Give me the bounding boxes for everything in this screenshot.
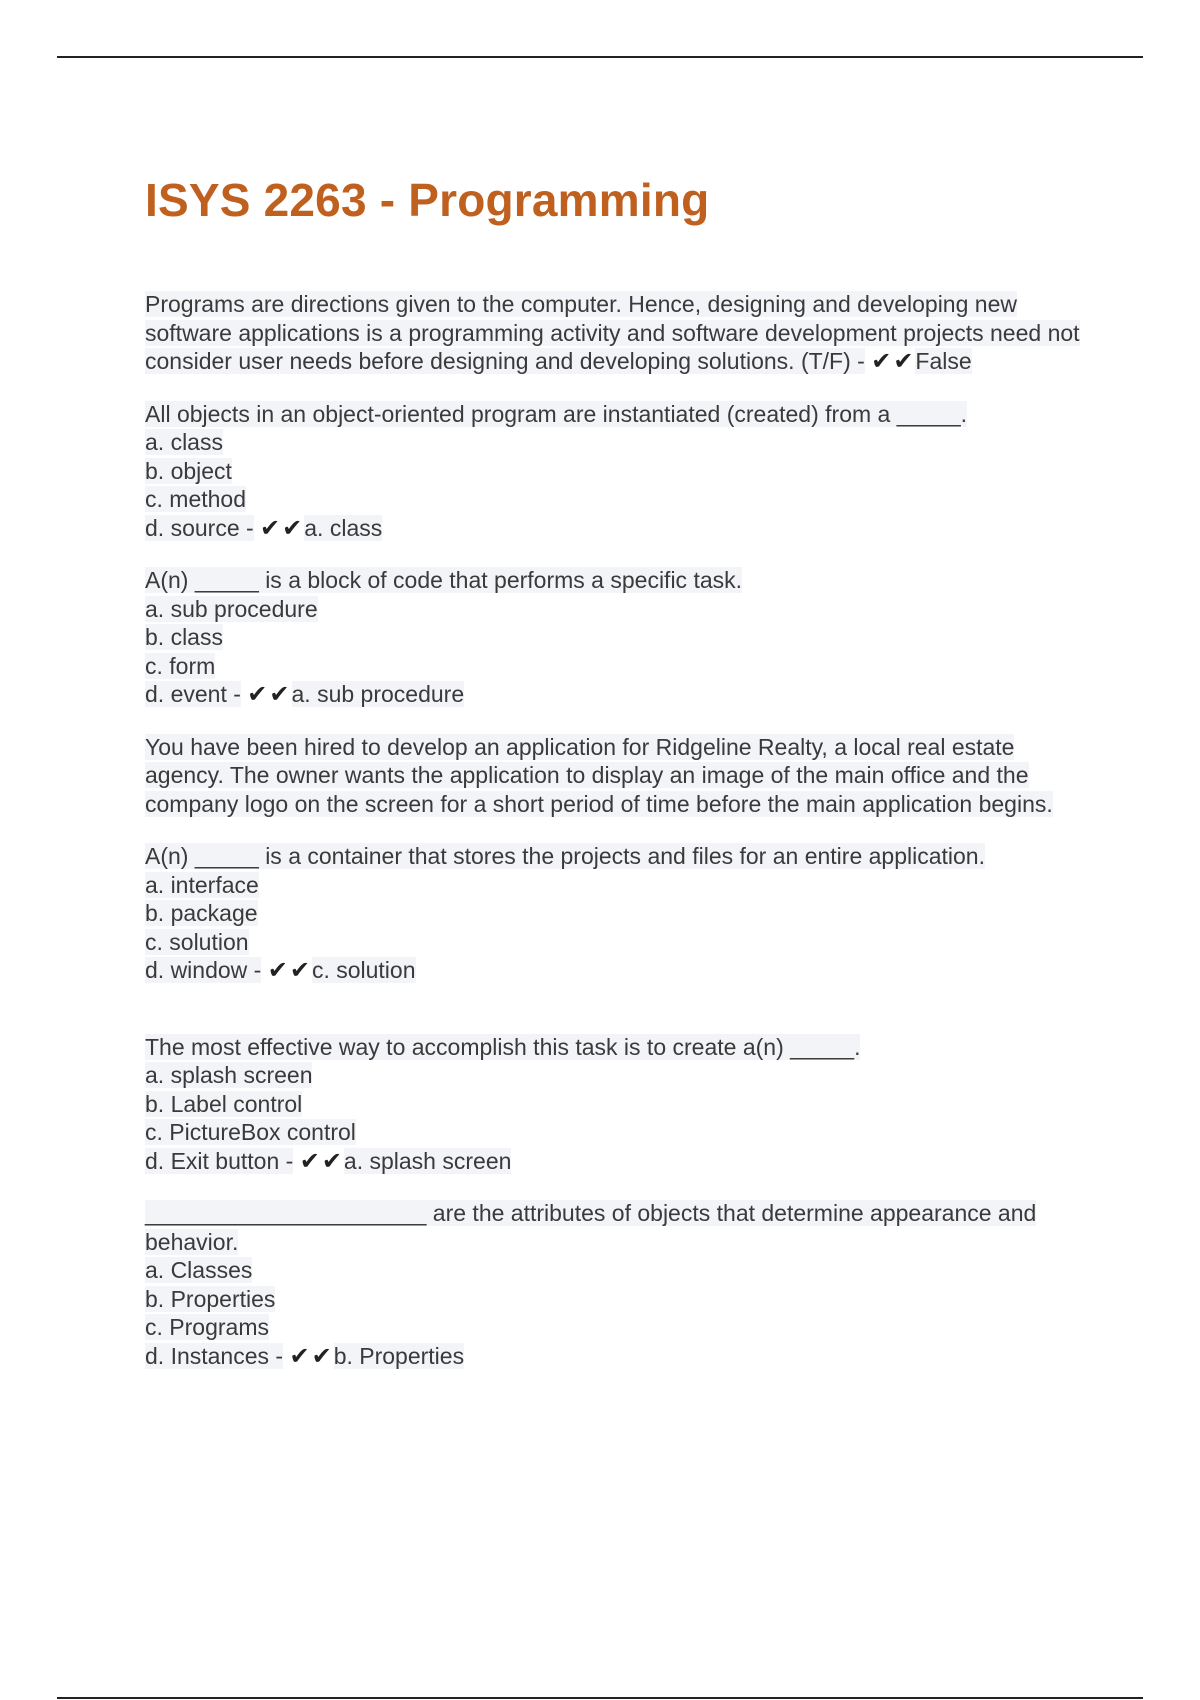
- option-d: d. Exit button -: [145, 1147, 294, 1174]
- question-stem: A(n) _____ is a container that stores the projects and files for an entire application.: [145, 843, 985, 869]
- check-mark-icon: ✔✔: [247, 680, 292, 708]
- option-a: a. splash screen: [145, 1062, 313, 1088]
- option-c: c. method: [145, 486, 246, 512]
- option-b: b. Label control: [145, 1090, 303, 1117]
- question-5: [145, 1033, 1095, 1176]
- top-rule: [57, 56, 1143, 58]
- answer-text: c. solution: [311, 957, 416, 983]
- question-stem: A(n) _____ is a block of code that performs a specific task.: [145, 567, 743, 593]
- option-d: d. Instances -: [145, 1342, 284, 1369]
- option-b: b. object: [145, 457, 232, 484]
- question-1: [145, 290, 1095, 376]
- document-title: ISYS 2263 - Programming: [145, 174, 710, 226]
- check-mark-icon: ✔✔: [267, 956, 312, 984]
- question-2: [145, 400, 1095, 543]
- option-c: c. solution: [145, 928, 249, 955]
- document-body: [145, 170, 1095, 1394]
- question-stem: Programs are directions given to the computer. Hence, designing and developing new software applications is a programming activity and software development projects need not consider user needs before designing and developing solutions. (T/F) -: [145, 291, 1080, 374]
- option-b: b. Properties: [145, 1285, 276, 1312]
- answer-text: False: [915, 348, 972, 374]
- option-b: b. class: [145, 624, 223, 650]
- option-a: a. Classes: [145, 1257, 253, 1283]
- question-3: [145, 566, 1095, 709]
- answer-text: b. Properties: [333, 1342, 465, 1369]
- option-a: a. interface: [145, 871, 259, 898]
- question-stem: The most effective way to accomplish this task is to create a(n) _____.: [145, 1033, 861, 1060]
- option-d: d. event -: [145, 681, 241, 707]
- question-stem: All objects in an object-oriented program are instantiated (created) from a _____.: [145, 400, 968, 427]
- option-b: b. package: [145, 900, 258, 926]
- check-mark-icon: ✔✔: [299, 1146, 344, 1175]
- bottom-rule: [57, 1697, 1143, 1699]
- option-a: a. class: [145, 429, 223, 455]
- option-c: c. Programs: [145, 1314, 269, 1340]
- option-a: a. sub procedure: [145, 595, 318, 622]
- option-c: c. form: [145, 652, 216, 679]
- option-d: d. source -: [145, 514, 254, 541]
- scenario-text: You have been hired to develop an application for Ridgeline Realty, a local real estate agency. The owner wants the application to display an image of the main office and the company logo on the screen for a short period of time before the main application begins.: [145, 733, 1053, 817]
- answer-text: a. sub procedure: [291, 681, 465, 707]
- check-mark-icon: ✔✔: [260, 513, 305, 542]
- question-stem: ______________________ are the attributes of objects that determine appearance and behavior.: [145, 1200, 1037, 1255]
- scenario-paragraph: [145, 733, 1095, 819]
- answer-text: a. splash screen: [343, 1147, 512, 1174]
- question-4: [145, 842, 1095, 985]
- question-6: [145, 1199, 1095, 1370]
- option-d: d. window -: [145, 957, 262, 983]
- check-mark-icon: ✔✔: [871, 347, 916, 375]
- answer-text: a. class: [304, 514, 383, 541]
- option-c: c. PictureBox control: [145, 1119, 356, 1145]
- check-mark-icon: ✔✔: [289, 1341, 334, 1370]
